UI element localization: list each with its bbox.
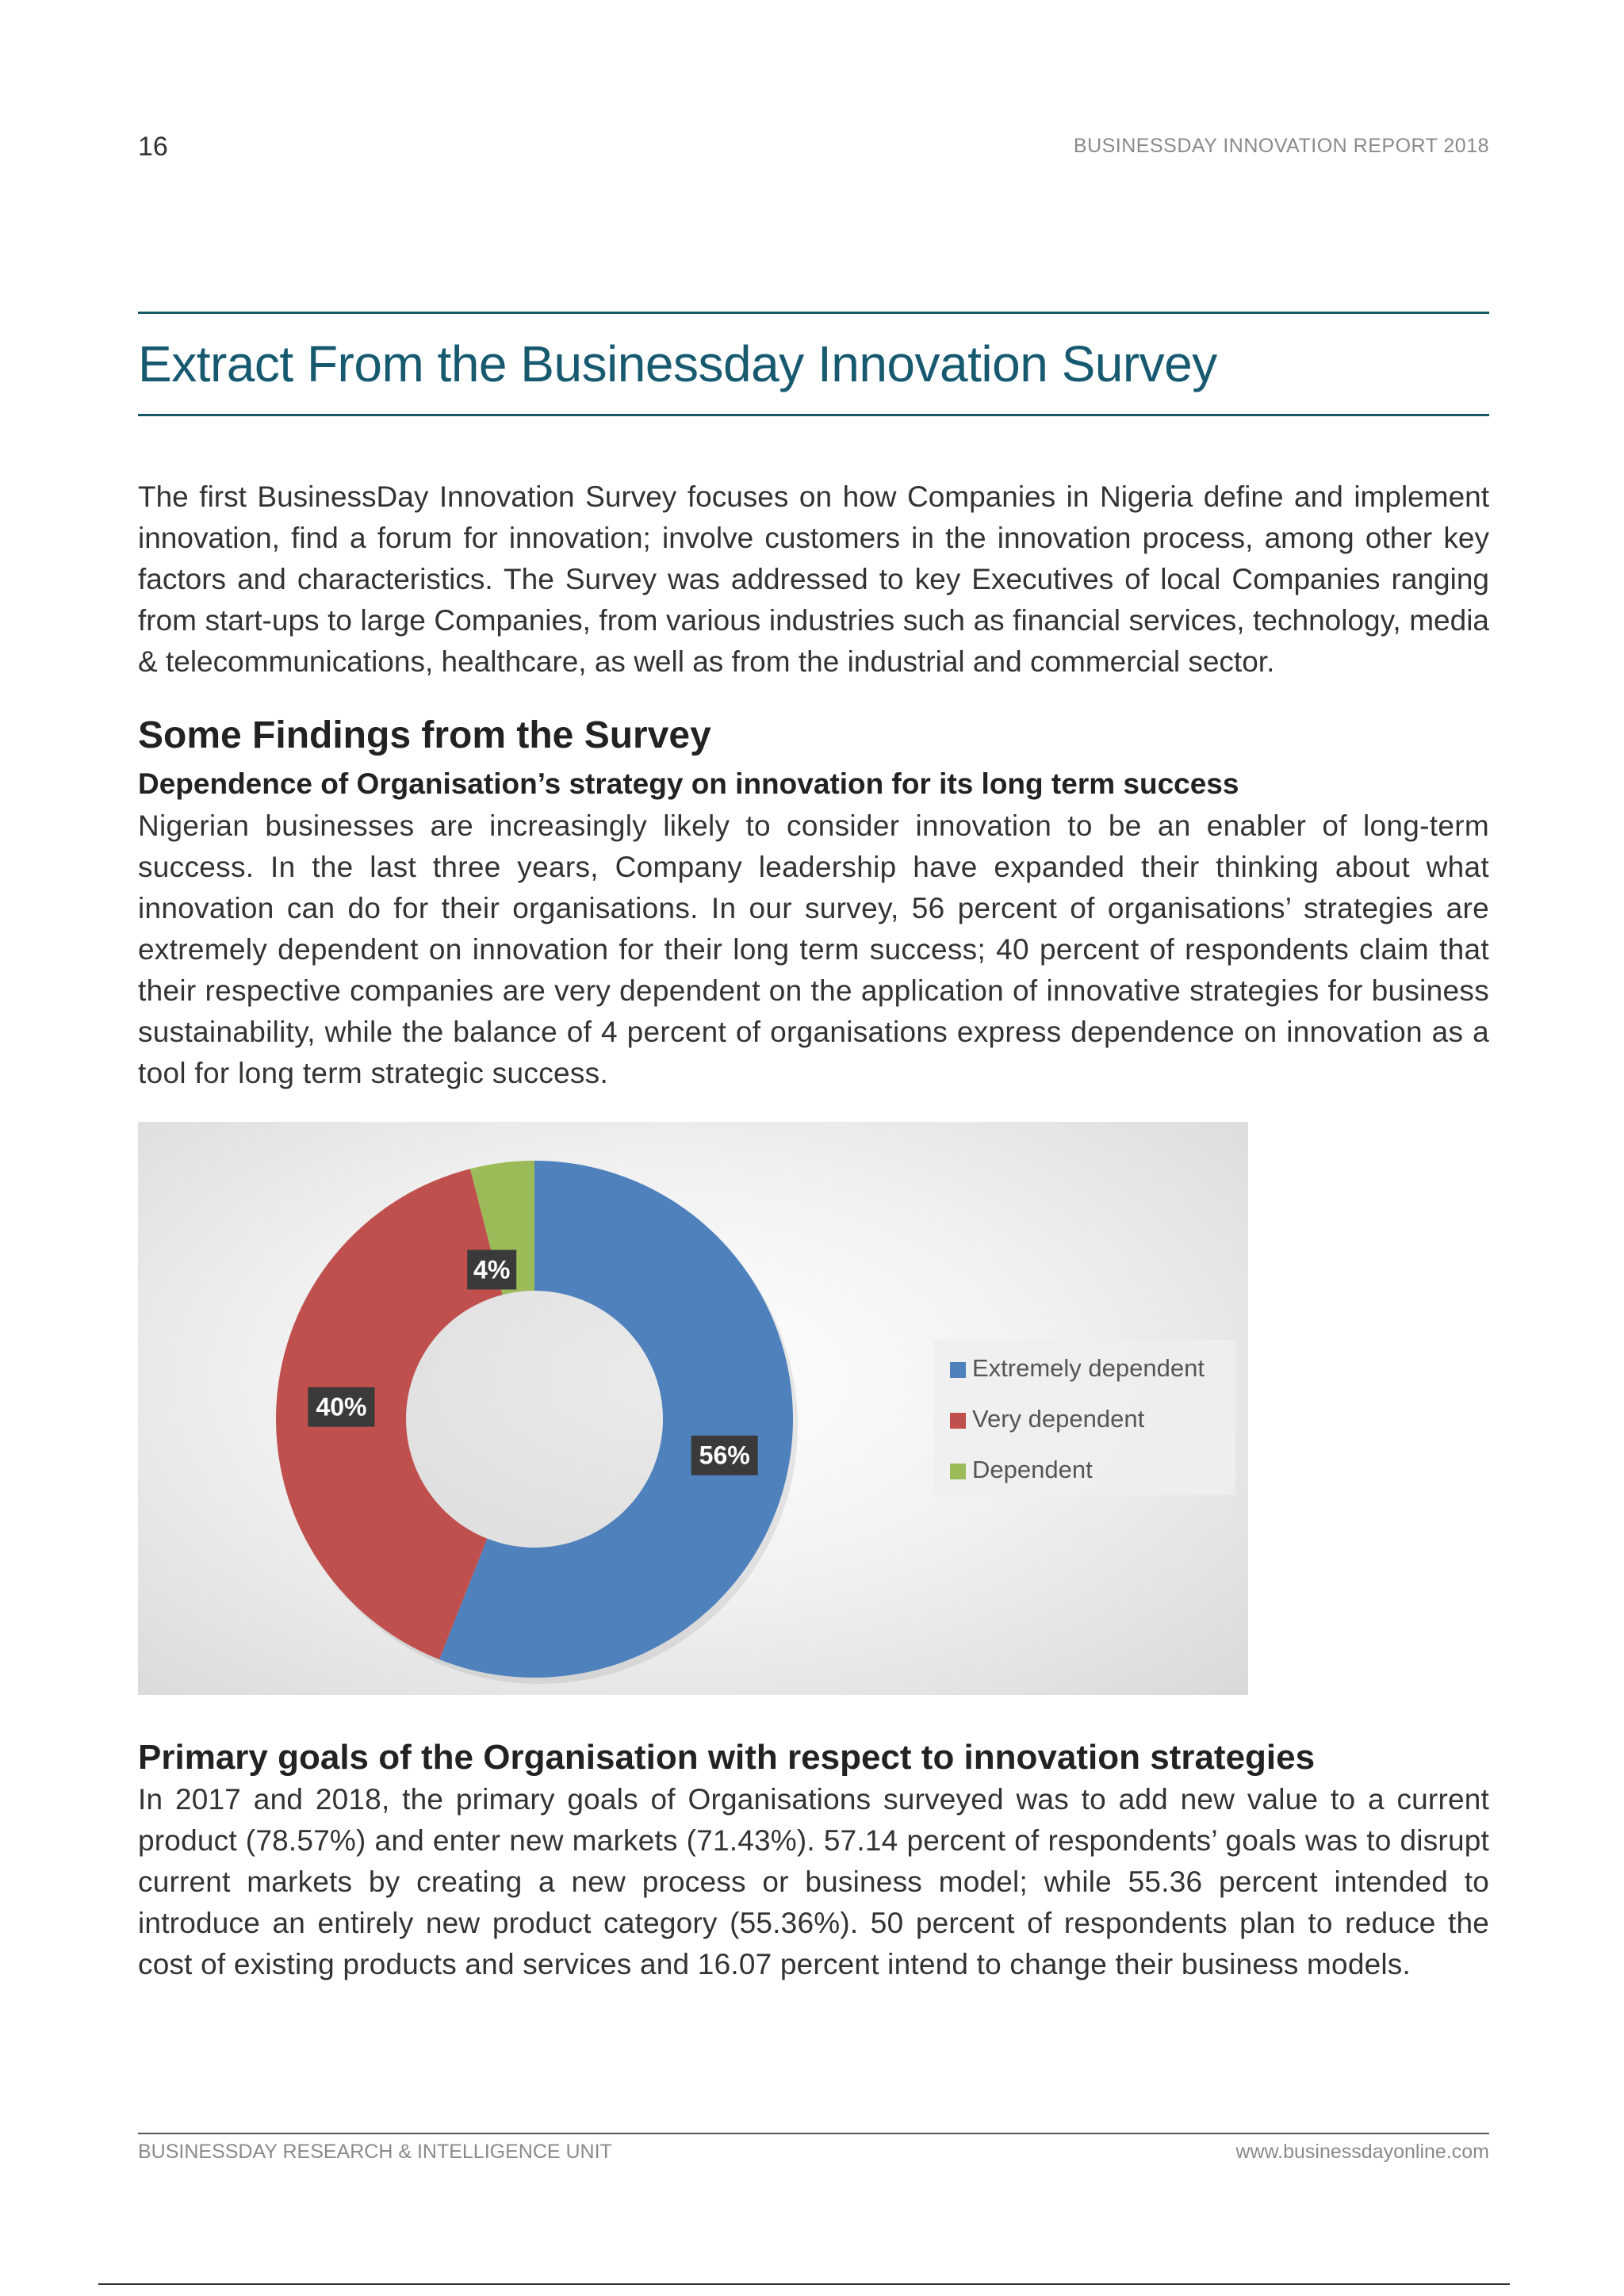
dependence-donut-chart [138, 1122, 1248, 1695]
page-number: 16 [138, 132, 168, 162]
findings-subheading: Dependence of Organisation’s strategy on innovation for its long term success [138, 767, 1239, 800]
data-label-0 [691, 1436, 758, 1475]
page-title: Extract From the Businessday Innovation Survey [138, 335, 1217, 392]
bottom-rule [98, 2283, 1510, 2285]
legend-swatch [950, 1362, 966, 1378]
chart-legend [934, 1340, 1235, 1495]
title-block [138, 312, 1489, 416]
goals-heading: Primary goals of the Organisation with respect to innovation strategies [138, 1738, 1316, 1777]
legend-swatch [950, 1464, 966, 1479]
footer-left-text: BUSINESSDAY RESEARCH & INTELLIGENCE UNIT [138, 2141, 612, 2163]
data-label-text: 40% [316, 1392, 367, 1422]
footer-rule [138, 2133, 1489, 2134]
findings-paragraph: Nigerian businesses are increasingly likely to consider innovation to be an enabler of long-term success. In the last three years, Company leadership have expanded their thinking about what innovation can do for their organisations. In our survey, 56 percent of organisations’ strategies are extremely dependent on innovation for their long term success; 40 percent of respondents claim that their respective companies are very dependent on the application of innovative strategies for business sustainability, while the balance of 4 percent of organisations express dependence on innovation as a tool for long term strategic success. [138, 809, 1489, 1089]
findings-heading: Some Findings from the Survey [138, 714, 711, 756]
data-label-text: 56% [699, 1441, 750, 1470]
data-label-1 [308, 1387, 374, 1427]
legend-item-very-dependent [950, 1405, 1144, 1437]
intro-paragraph: The first BusinessDay Innovation Survey focuses on how Companies in Nigeria define and implement innovation, find a forum for innovation; involve customers in the innovation process, among other key factors and characteristics. The Survey was addressed to key Executives of local Companies ranging from start-ups to large Companies, from various industries such as financial services, technology, media & telecommunications, healthcare, as well as from the industrial and commercial sector. [138, 480, 1489, 678]
legend-swatch [950, 1413, 966, 1429]
data-label-2 [467, 1249, 516, 1289]
legend-item-extremely-dependent [950, 1354, 1205, 1386]
legend-label: Dependent [972, 1456, 1093, 1483]
goals-paragraph: In 2017 and 2018, the primary goals of Organisations surveyed was to add new value to a current product (78.57%) and enter new markets (71.43%). 57.14 percent of respondents’ goals was to disrupt current markets by creating a new process or business model; while 55.36 percent intended to introduce an entirely new product category (55.36%). 50 percent of respondents plan to reduce the cost of existing products and services and 16.07 percent intend to change their business models. [138, 1783, 1489, 1980]
legend-label: Extremely dependent [972, 1354, 1205, 1382]
footer-website-link[interactable]: www.businessdayonline.com [1235, 2141, 1489, 2163]
legend-label: Very dependent [972, 1405, 1145, 1433]
running-head: BUSINESSDAY INNOVATION REPORT 2018 [1073, 135, 1489, 157]
legend-item-dependent [950, 1456, 1093, 1487]
data-label-text: 4% [473, 1255, 511, 1284]
